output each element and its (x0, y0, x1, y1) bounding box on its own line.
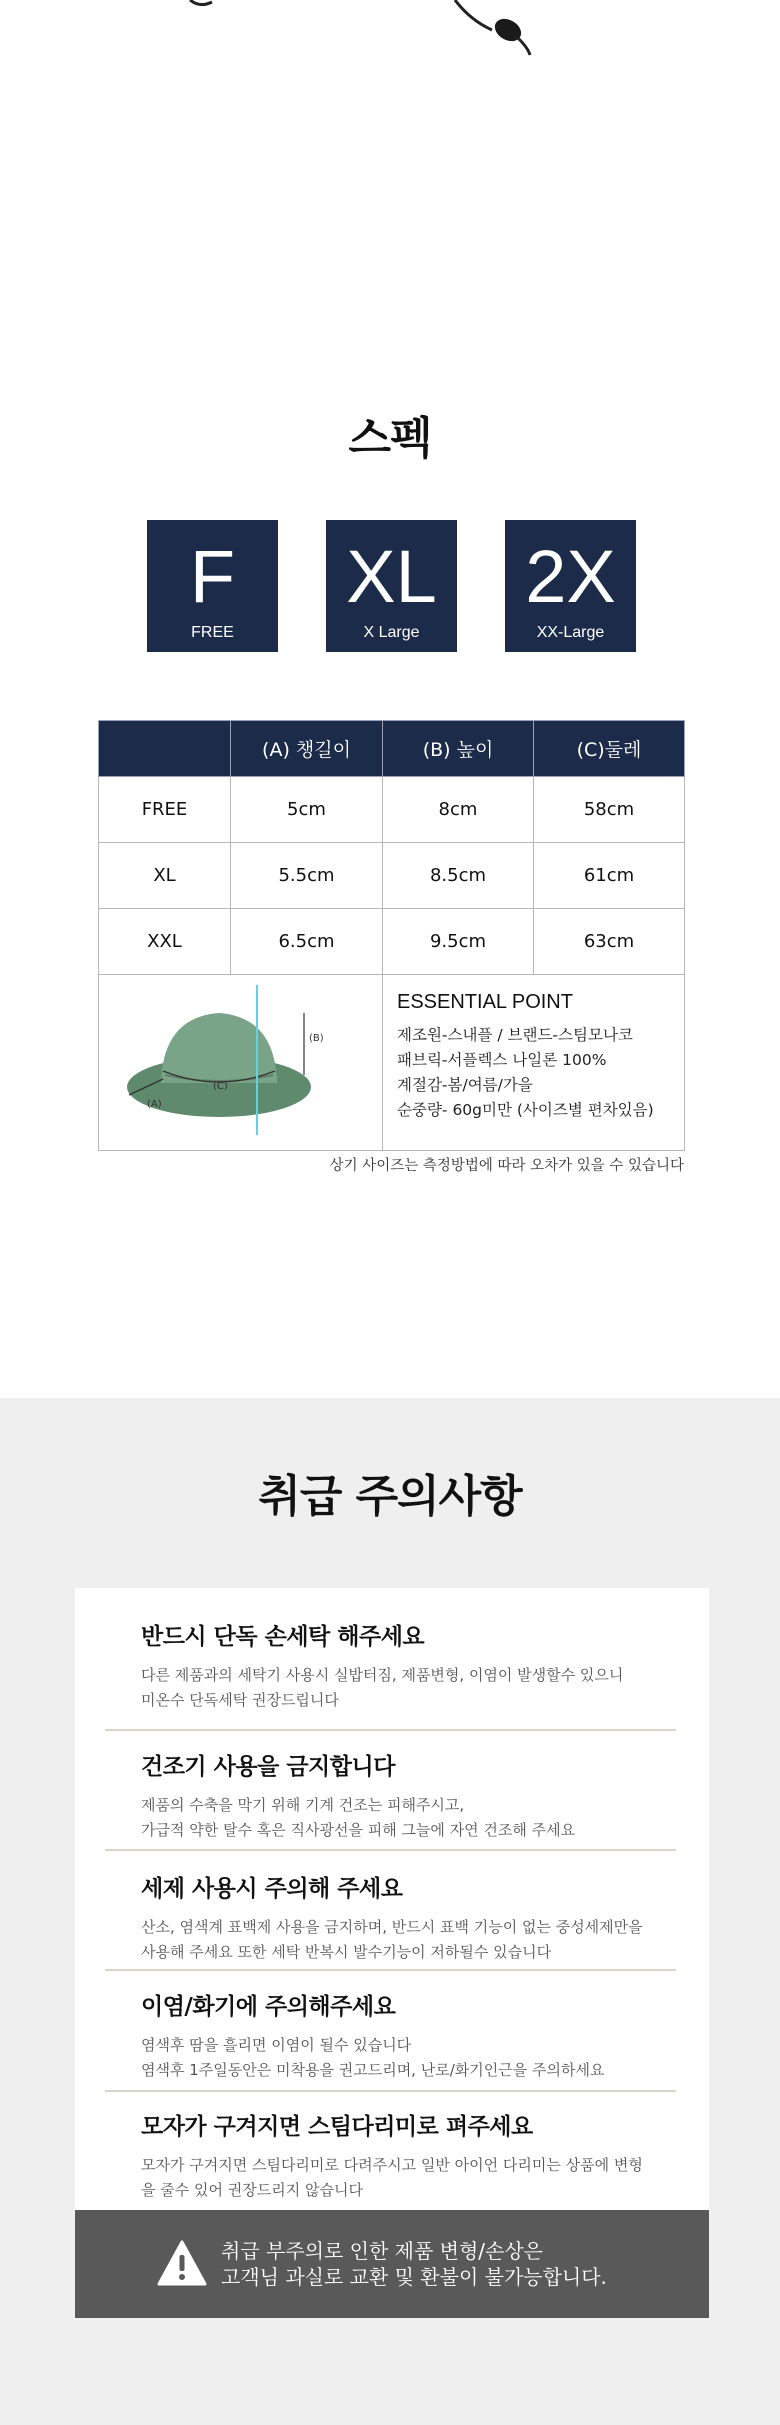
table-cell: 63cm (534, 909, 685, 975)
table-cell: 61cm (534, 843, 685, 909)
care-item-line: 을 줄수 있어 권장드리지 않습니다 (141, 2181, 363, 2199)
hat-measure-diagram (99, 975, 383, 1145)
care-item-heading: 세제 사용시 주의해 주세요 (141, 1876, 403, 1902)
care-title: 취급 주의사항 (258, 1471, 522, 1522)
care-item-heading: 반드시 단독 손세탁 해주세요 (141, 1624, 425, 1650)
size-card-2x (505, 520, 636, 652)
table-cell: 9.5cm (383, 909, 534, 975)
table-cell: FREE (99, 777, 231, 843)
divider (105, 1729, 676, 1731)
table-cell: 8.5cm (383, 843, 534, 909)
size-card-xl (326, 520, 457, 652)
size-code: F (189, 535, 236, 618)
divider (105, 1849, 676, 1851)
care-item-heading: 이염/화기에 주의해주세요 (141, 1994, 396, 2020)
warning-icon (157, 2240, 207, 2286)
size-code: XL (346, 535, 437, 618)
care-item-line: 제품의 수축을 막기 위해 기계 건조는 피해주시고, (141, 1796, 465, 1814)
table-cell: 6.5cm (231, 909, 383, 975)
essential-line: 패브릭-서플렉스 나일론 100% (397, 1051, 607, 1069)
label-b: (B) (309, 1033, 324, 1044)
essential-title: ESSENTIAL POINT (397, 991, 573, 1013)
care-item (105, 1988, 676, 2083)
care-item-line: 염색후 땀을 흘리면 이염이 될수 있습니다 (141, 2036, 412, 2054)
essential-point (383, 975, 685, 1151)
care-item (105, 1618, 676, 1713)
table-cell: XL (99, 843, 231, 909)
warning-banner (75, 2210, 709, 2318)
hat-strap-fragment (0, 0, 780, 80)
size-code: 2X (525, 535, 616, 618)
table-row-details (99, 975, 685, 1151)
size-card-free (147, 520, 278, 652)
table-cell: XXL (99, 909, 231, 975)
care-item-heading: 모자가 구겨지면 스팀다리미로 펴주세요 (141, 2114, 533, 2140)
table-header-row (99, 721, 685, 777)
size-name: XX-Large (536, 624, 605, 641)
essential-line: 순중량- 60g미만 (사이즈별 편차있음) (397, 1101, 654, 1119)
care-item (105, 2108, 676, 2203)
table-row (99, 909, 685, 975)
table-cell: 5cm (231, 777, 383, 843)
care-item-line: 미온수 단독세탁 권장드립니다 (141, 1691, 339, 1709)
table-row (99, 843, 685, 909)
care-item-heading: 건조기 사용을 금지합니다 (141, 1754, 395, 1780)
table-header-cell: (B) 높이 (383, 721, 534, 777)
table-header-cell (99, 721, 231, 777)
label-c: (C) (213, 1081, 228, 1092)
table-cell: 58cm (534, 777, 685, 843)
size-name: FREE (191, 624, 234, 641)
size-table (98, 720, 685, 1151)
table-cell: 5.5cm (231, 843, 383, 909)
essential-line: 제조원-스내플 / 브랜드-스팀모나코 (397, 1026, 633, 1044)
divider (105, 1969, 676, 1971)
spec-title: 스펙 (348, 413, 432, 464)
care-item-line: 다른 제품과의 세탁기 사용시 실밥터짐, 제품변형, 이염이 발생할수 있으니 (141, 1666, 624, 1684)
size-cards (147, 520, 637, 652)
essential-line: 계절감-봄/여름/가을 (397, 1076, 533, 1094)
care-item-line: 모자가 구겨지면 스팀다리미로 다려주시고 일반 아이언 다리미는 상품에 변형 (141, 2156, 643, 2174)
table-header-cell: (C)둘레 (534, 721, 685, 777)
warning-text (221, 2238, 607, 2290)
care-item-line: 사용해 주세요 또한 세탁 반복시 발수기능이 저하될수 있습니다 (141, 1943, 552, 1961)
table-header-cell: (A) 챙길이 (231, 721, 383, 777)
warning-line: 취급 부주의로 인한 제품 변형/손상은 (221, 2239, 543, 2263)
divider (105, 2090, 676, 2092)
table-cell: 8cm (383, 777, 534, 843)
care-card (75, 1588, 709, 2210)
care-item (105, 1870, 676, 1965)
care-item-line: 가급적 약한 탈수 혹은 직사광선을 피해 그늘에 자연 건조해 주세요 (141, 1821, 576, 1839)
care-item (105, 1748, 676, 1843)
table-row (99, 777, 685, 843)
care-item-line: 염색후 1주일동안은 미착용을 권고드리며, 난로/화기인근을 주의하세요 (141, 2061, 605, 2079)
hat-diagram-cell (99, 975, 383, 1151)
size-name: X Large (363, 624, 420, 641)
size-note: 상기 사이즈는 측정방법에 따라 오차가 있을 수 있습니다 (329, 1158, 684, 1174)
care-item-line: 산소, 염색계 표백제 사용을 금지하며, 반드시 표백 기능이 없는 중성세제만을 (141, 1918, 643, 1936)
warning-line: 고객님 과실로 교환 및 환불이 불가능합니다. (221, 2265, 607, 2289)
label-a: (A) (147, 1099, 162, 1110)
